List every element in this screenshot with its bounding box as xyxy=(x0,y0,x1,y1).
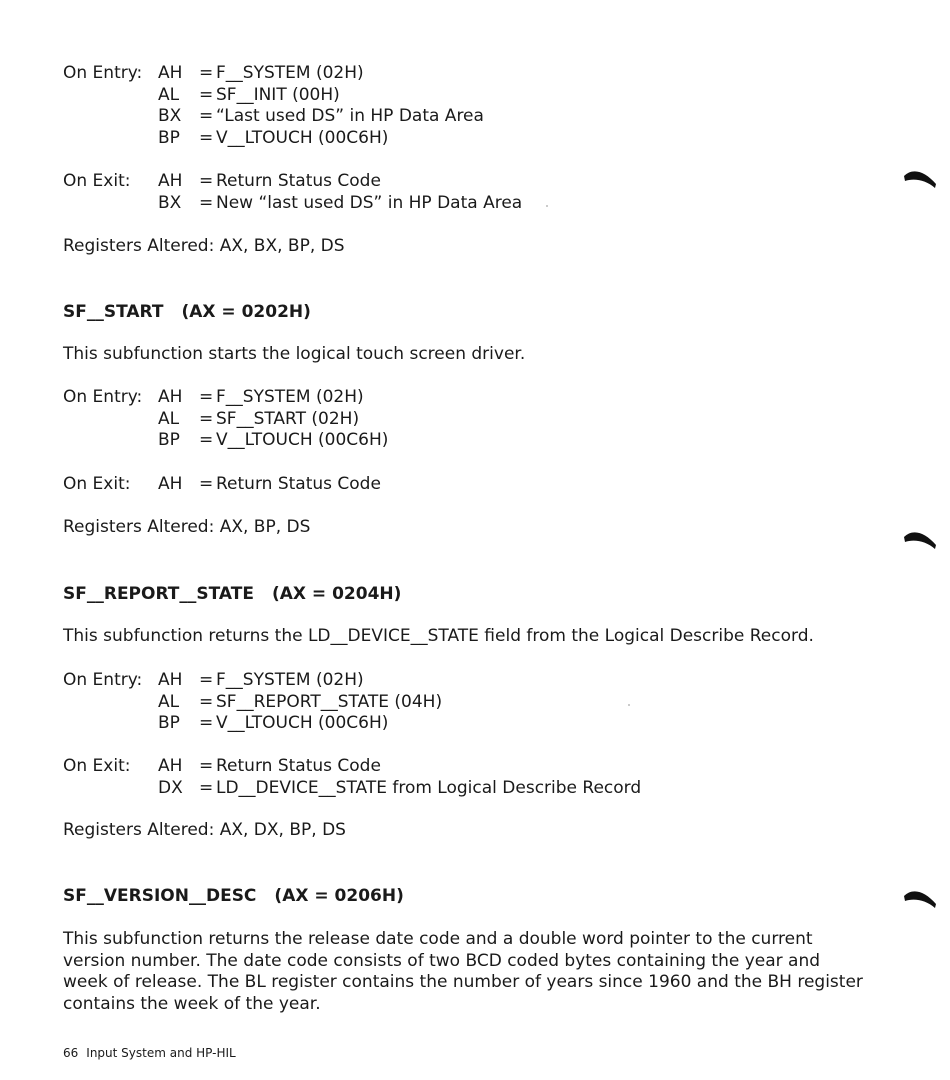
equals-sign: = xyxy=(199,430,214,450)
sf-report-state-registers-altered: Registers Altered: AX, DX, BP, DS xyxy=(63,820,346,840)
equals-sign: = xyxy=(199,474,214,494)
scan-speck xyxy=(628,704,630,706)
register-value: F__SYSTEM (02H) xyxy=(216,63,364,83)
equals-sign: = xyxy=(199,63,214,83)
equals-sign: = xyxy=(199,670,214,690)
equals-sign: = xyxy=(199,713,214,733)
sf-report-state-description: This subfunction returns the LD__DEVICE__STATE field from the Logical Describe Record. xyxy=(63,626,814,646)
register-name: DX xyxy=(158,777,183,798)
sf-version-desc-heading xyxy=(63,885,404,907)
register-name: BX xyxy=(158,192,182,213)
sf-start-entry-block xyxy=(63,387,883,452)
sf-start-registers-altered: Registers Altered: AX, BP, DS xyxy=(63,517,311,537)
equals-sign: = xyxy=(199,387,214,407)
sf-start-entry-line-al xyxy=(63,409,883,431)
page-footer xyxy=(63,1046,236,1060)
equals-sign: = xyxy=(199,756,214,776)
sf-report-state-entry-line-ah xyxy=(63,670,883,692)
sf-report-state-code: (AX = 0204H) xyxy=(271,584,402,604)
on-entry-label: On Entry: xyxy=(63,63,143,83)
register-value: F__SYSTEM (02H) xyxy=(216,670,364,690)
sf-version-desc-code: (AX = 0206H) xyxy=(274,886,404,906)
register-name: AH xyxy=(158,670,183,690)
sf-start-exit-block xyxy=(63,474,883,496)
init-entry-line-al xyxy=(63,85,883,107)
register-name: BP xyxy=(158,430,180,450)
register-value: SF__START (02H) xyxy=(216,408,360,429)
register-value: F__SYSTEM (02H) xyxy=(216,387,364,407)
sf-start-entry-line-bp xyxy=(63,430,883,452)
register-name: AL xyxy=(158,84,180,105)
init-exit-line-ah xyxy=(63,171,883,193)
footer-section-title: Input System and HP-HIL xyxy=(86,1046,236,1060)
sf-start-entry-line-ah xyxy=(63,387,883,409)
sf-report-state-heading xyxy=(63,583,401,605)
register-value: “Last used DS” in HP Data Area xyxy=(216,106,484,126)
margin-change-mark xyxy=(902,886,938,910)
sf-report-state-entry-line-bp xyxy=(63,713,883,735)
equals-sign: = xyxy=(199,691,214,712)
init-exit-line-bx xyxy=(63,193,883,215)
sf-report-state-entry-block xyxy=(63,670,883,735)
scan-speck xyxy=(546,205,548,207)
margin-change-mark xyxy=(902,166,938,190)
register-name: BX xyxy=(158,106,182,126)
register-value: V__LTOUCH (00C6H) xyxy=(216,713,389,733)
init-entry-line-bp xyxy=(63,128,883,150)
register-value: SF__REPORT__STATE (04H) xyxy=(216,691,443,712)
register-name: BP xyxy=(158,127,180,148)
register-name: AL xyxy=(158,691,180,712)
equals-sign: = xyxy=(199,192,214,213)
register-value: LD__DEVICE__STATE from Logical Describe Record xyxy=(216,777,642,798)
sf-start-code: (AX = 0202H) xyxy=(181,302,311,322)
sf-version-desc-description: This subfunction returns the release date code and a double word pointer to the current version number. The date code consists of two BCD coded bytes containing the year and week of release. The BL register contains the number of years since 1960 and the BH register contains the week of the year. xyxy=(63,929,863,1014)
sf-start-name: SF__START xyxy=(63,302,164,322)
init-entry-block xyxy=(63,63,883,149)
sf-report-state-exit-line-ah xyxy=(63,756,883,778)
init-entry-line-ah xyxy=(63,63,883,85)
register-value: Return Status Code xyxy=(216,756,381,776)
register-name: AH xyxy=(158,387,183,407)
on-exit-label: On Exit: xyxy=(63,756,131,776)
on-exit-label: On Exit: xyxy=(63,474,131,494)
sf-start-exit-line-ah xyxy=(63,474,883,496)
equals-sign: = xyxy=(199,84,214,105)
margin-change-mark xyxy=(902,527,938,551)
equals-sign: = xyxy=(199,777,214,798)
init-exit-block xyxy=(63,171,883,214)
register-value: Return Status Code xyxy=(216,171,381,191)
init-entry-line-bx xyxy=(63,106,883,128)
register-value: Return Status Code xyxy=(216,474,381,494)
equals-sign: = xyxy=(199,127,214,148)
sf-start-heading xyxy=(63,301,311,323)
equals-sign: = xyxy=(199,171,214,191)
register-value: New “last used DS” in HP Data Area xyxy=(216,192,523,213)
on-entry-label: On Entry: xyxy=(63,670,143,690)
equals-sign: = xyxy=(199,408,214,429)
sf-start-description: This subfunction starts the logical touch screen driver. xyxy=(63,344,526,364)
register-name: AH xyxy=(158,63,183,83)
init-registers-altered: Registers Altered: AX, BX, BP, DS xyxy=(63,236,345,256)
register-value: SF__INIT (00H) xyxy=(216,84,340,105)
register-name: AH xyxy=(158,171,183,191)
sf-report-state-entry-line-al xyxy=(63,692,883,714)
sf-version-desc-name: SF__VERSION__DESC xyxy=(63,886,257,906)
register-value: V__LTOUCH (00C6H) xyxy=(216,127,389,148)
equals-sign: = xyxy=(199,106,214,126)
sf-report-state-exit-line-dx xyxy=(63,778,883,800)
register-name: AH xyxy=(158,474,183,494)
on-exit-label: On Exit: xyxy=(63,171,131,191)
page-number: 66 xyxy=(63,1046,79,1060)
register-name: AL xyxy=(158,408,180,429)
sf-report-state-name: SF__REPORT__STATE xyxy=(63,584,254,604)
register-name: AH xyxy=(158,756,183,776)
on-entry-label: On Entry: xyxy=(63,387,143,407)
register-value: V__LTOUCH (00C6H) xyxy=(216,430,389,450)
sf-report-state-exit-block xyxy=(63,756,883,799)
register-name: BP xyxy=(158,713,180,733)
